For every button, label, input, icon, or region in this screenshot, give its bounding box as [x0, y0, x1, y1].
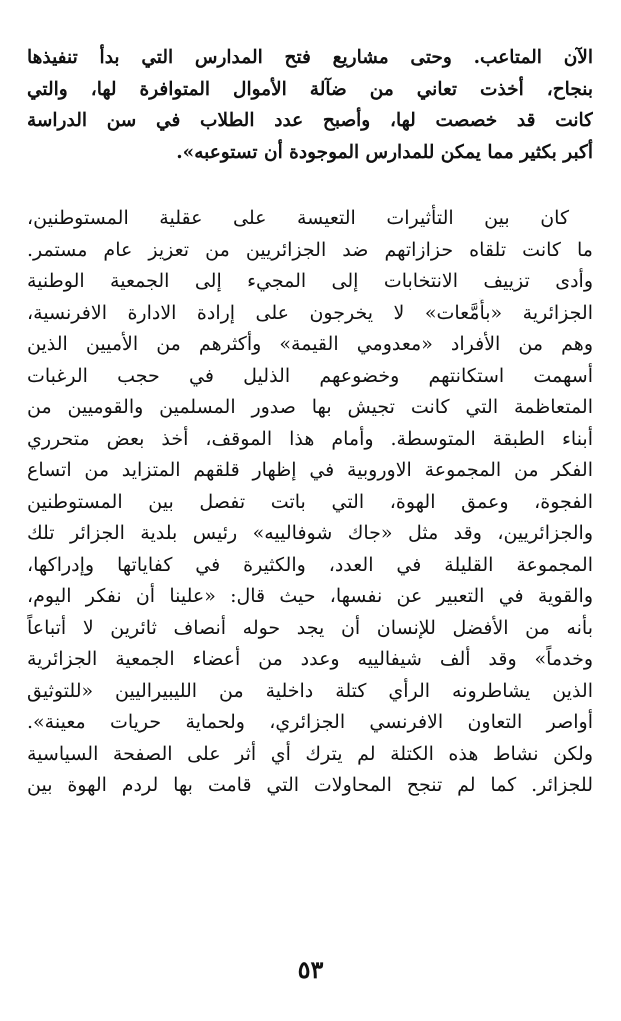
text-line: وأدى تزييف الانتخابات إلى المجيء إلى الجمعية الوطنية	[27, 270, 593, 292]
text-line: المجموعة القليلة في العدد، والكثيرة في كفاياتها وإدراكها،	[27, 553, 593, 576]
text-line: ما كانت تلقاه حزازاتهم ضد الجزائريين من تعزيز عام مستمر.	[27, 238, 593, 261]
text-line: وخدماً» وقد ألف شيفالييه وعدد من أعضاء الجمعية الجزائرية	[27, 648, 593, 670]
text-line: وهم من الأفراد «معدومي القيمة» وأكثرهم من الأميين الذين	[27, 333, 593, 355]
text-line: أكبر بكثير مما يمكن للمدارس الموجودة أن تستوعبه».	[176, 141, 593, 163]
text-line: كانت قد خصصت لها، وأصبح عدد الطلاب في سن الدراسة	[27, 110, 593, 131]
text-line: الآن المتاعب. وحتى مشاريع فتح المدارس التي بدأ تنفيذها	[27, 47, 593, 68]
text-line: بنجاح، أخذت تعاني من ضآلة الأموال المتوافرة لها، والتي	[27, 78, 593, 100]
text-line: ولكن نشاط هذه الكتلة لم يترك أي أثر على الصفحة السياسية	[27, 742, 593, 765]
text-line: المتعاظمة التي كانت تجيش بها صدور المسلمين والقوميين من	[27, 396, 593, 418]
text-line: للجزائر. كما لم تنجح المحاولات التي قامت بها لردم الهوة بين	[27, 774, 593, 796]
text-line: الجزائرية «بأُمَّعات» لا يخرجون على إرادة الادارة الافرنسية،	[27, 301, 593, 324]
text-line: أواصر التعاون الافرنسي الجزائري، ولحماية حريات معينة».	[27, 711, 593, 733]
text-line: أبناء الطبقة المتوسطة. وأمام هذا الموقف، أخذ بعض متحرري	[27, 427, 593, 450]
text-line: بأنه من الأفضل للإنسان أن يجد حوله أنصاف ثائرين لا أتباعاً	[27, 616, 593, 639]
text-line: والجزائريين، وقد مثل «جاك شوفالييه» رئيس بلدية الجزائر تلك	[27, 522, 593, 544]
paragraph-1	[27, 42, 593, 168]
text-line: أسهمت استكانتهم وخضوعهم الذليل في حجب الرغبات	[27, 364, 593, 387]
text-line: الفكر من المجموعة الاوروبية في إظهار قلقهم المتزايد من اتساع	[27, 459, 593, 481]
text-line: كان بين التأثيرات التعيسة على عقلية المستوطنين،	[27, 207, 569, 229]
text-line: والقوية في التعبير عن نفسها، حيث قال: «علينا أن نفكر اليوم،	[27, 585, 593, 607]
page-number: ٥٣	[297, 955, 324, 984]
text-line: الفجوة، وعمق الهوة، التي باتت تفصل بين المستوطنين	[27, 490, 593, 513]
paragraph-2	[27, 203, 593, 802]
text-line: الذين يشاطرونه الرأي كتلة داخلية من الليبيراليين «للتوثيق	[27, 679, 593, 702]
